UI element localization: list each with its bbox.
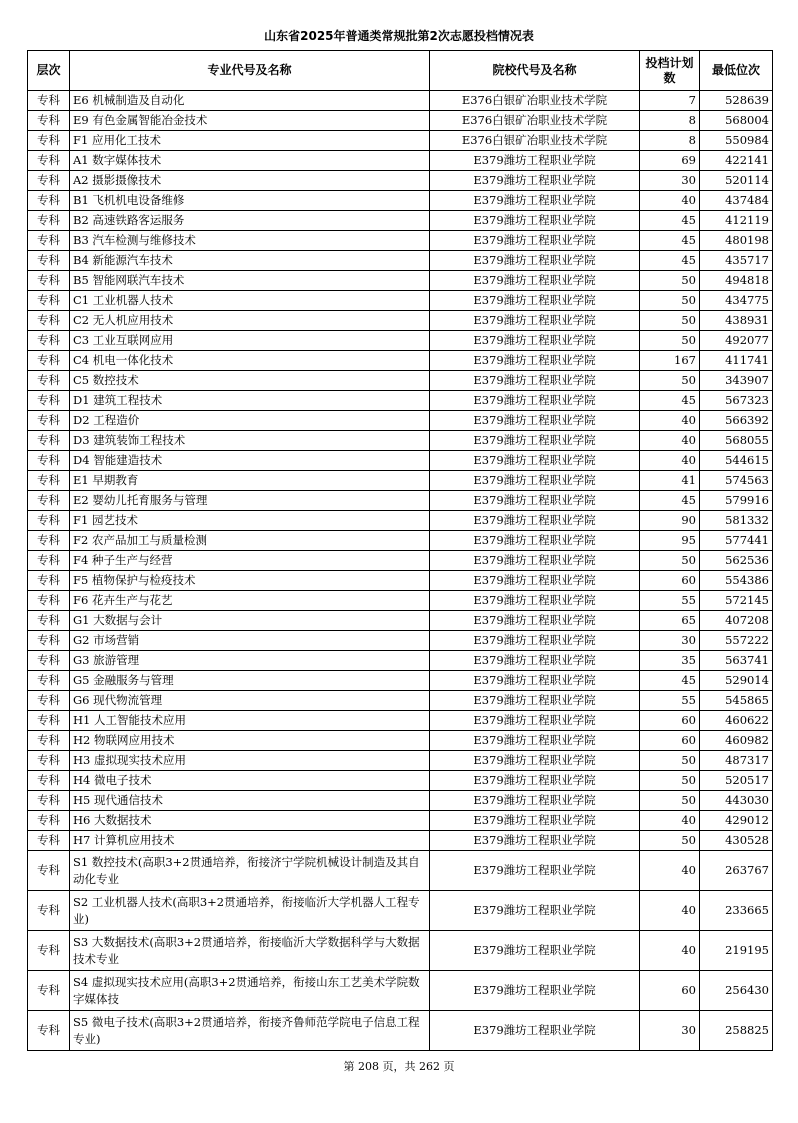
cell-level: 专科: [28, 751, 70, 771]
cell-min-rank: 545865: [700, 691, 773, 711]
cell-min-rank: 233665: [700, 891, 773, 931]
table-row: [28, 631, 773, 651]
cell-level: 专科: [28, 471, 70, 491]
cell-plan: 40: [640, 811, 700, 831]
cell-school: E379潍坊工程职业学院: [430, 851, 640, 891]
cell-plan: 30: [640, 171, 700, 191]
table-row: [28, 91, 773, 111]
cell-min-rank: 438931: [700, 311, 773, 331]
cell-plan: 65: [640, 611, 700, 631]
cell-plan: 35: [640, 651, 700, 671]
cell-school: E379潍坊工程职业学院: [430, 711, 640, 731]
cell-level: 专科: [28, 431, 70, 451]
cell-plan: 60: [640, 711, 700, 731]
cell-min-rank: 443030: [700, 791, 773, 811]
table-row: [28, 891, 773, 931]
table-header-row: [28, 51, 773, 91]
cell-major: H3 虚拟现实技术应用: [70, 751, 430, 771]
cell-level: 专科: [28, 851, 70, 891]
cell-plan: 40: [640, 191, 700, 211]
cell-school: E379潍坊工程职业学院: [430, 491, 640, 511]
table-row: [28, 531, 773, 551]
table-row: [28, 231, 773, 251]
table-row: [28, 811, 773, 831]
cell-plan: 167: [640, 351, 700, 371]
table-row: [28, 291, 773, 311]
cell-major: H5 现代通信技术: [70, 791, 430, 811]
cell-min-rank: 520114: [700, 171, 773, 191]
cell-level: 专科: [28, 231, 70, 251]
cell-school: E379潍坊工程职业学院: [430, 311, 640, 331]
cell-plan: 40: [640, 431, 700, 451]
cell-major: S5 微电子技术(高职3+2贯通培养，衔接齐鲁师范学院电子信息工程专业): [70, 1011, 430, 1051]
table-row: [28, 691, 773, 711]
cell-school: E376白银矿冶职业技术学院: [430, 131, 640, 151]
table-row: [28, 191, 773, 211]
cell-major: B5 智能网联汽车技术: [70, 271, 430, 291]
cell-min-rank: 343907: [700, 371, 773, 391]
table-row: [28, 711, 773, 731]
cell-major: F5 植物保护与检疫技术: [70, 571, 430, 591]
cell-major: D4 智能建造技术: [70, 451, 430, 471]
cell-min-rank: 528639: [700, 91, 773, 111]
cell-major: D3 建筑装饰工程技术: [70, 431, 430, 451]
cell-level: 专科: [28, 1011, 70, 1051]
cell-level: 专科: [28, 191, 70, 211]
cell-plan: 69: [640, 151, 700, 171]
cell-plan: 45: [640, 391, 700, 411]
table-row: [28, 551, 773, 571]
cell-min-rank: 407208: [700, 611, 773, 631]
table-body: [28, 91, 773, 1051]
cell-min-rank: 429012: [700, 811, 773, 831]
cell-school: E379潍坊工程职业学院: [430, 351, 640, 371]
cell-level: 专科: [28, 651, 70, 671]
cell-plan: 45: [640, 671, 700, 691]
cell-school: E379潍坊工程职业学院: [430, 211, 640, 231]
cell-min-rank: 411741: [700, 351, 773, 371]
cell-major: C3 工业互联网应用: [70, 331, 430, 351]
cell-school: E379潍坊工程职业学院: [430, 791, 640, 811]
cell-min-rank: 480198: [700, 231, 773, 251]
cell-min-rank: 579916: [700, 491, 773, 511]
header-min-rank: 最低位次: [700, 51, 773, 91]
cell-min-rank: 581332: [700, 511, 773, 531]
cell-level: 专科: [28, 831, 70, 851]
cell-major: C2 无人机应用技术: [70, 311, 430, 331]
table-row: [28, 271, 773, 291]
table-row: [28, 471, 773, 491]
cell-major: D1 建筑工程技术: [70, 391, 430, 411]
cell-min-rank: 460622: [700, 711, 773, 731]
cell-min-rank: 437484: [700, 191, 773, 211]
cell-level: 专科: [28, 131, 70, 151]
table-row: [28, 331, 773, 351]
cell-level: 专科: [28, 411, 70, 431]
cell-min-rank: 568055: [700, 431, 773, 451]
cell-min-rank: 219195: [700, 931, 773, 971]
cell-min-rank: 430528: [700, 831, 773, 851]
cell-major: E6 机械制造及自动化: [70, 91, 430, 111]
cell-level: 专科: [28, 891, 70, 931]
cell-school: E379潍坊工程职业学院: [430, 691, 640, 711]
cell-level: 专科: [28, 931, 70, 971]
cell-major: H1 人工智能技术应用: [70, 711, 430, 731]
cell-level: 专科: [28, 591, 70, 611]
cell-min-rank: 258825: [700, 1011, 773, 1051]
cell-min-rank: 422141: [700, 151, 773, 171]
cell-school: E376白银矿冶职业技术学院: [430, 111, 640, 131]
cell-major: D2 工程造价: [70, 411, 430, 431]
cell-level: 专科: [28, 711, 70, 731]
cell-min-rank: 263767: [700, 851, 773, 891]
cell-level: 专科: [28, 531, 70, 551]
cell-school: E379潍坊工程职业学院: [430, 731, 640, 751]
cell-major: C4 机电一体化技术: [70, 351, 430, 371]
cell-min-rank: 434775: [700, 291, 773, 311]
cell-school: E379潍坊工程职业学院: [430, 671, 640, 691]
cell-plan: 50: [640, 831, 700, 851]
cell-plan: 50: [640, 271, 700, 291]
cell-major: F1 园艺技术: [70, 511, 430, 531]
cell-school: E379潍坊工程职业学院: [430, 891, 640, 931]
cell-school: E379潍坊工程职业学院: [430, 251, 640, 271]
cell-level: 专科: [28, 271, 70, 291]
cell-plan: 40: [640, 451, 700, 471]
cell-major: S2 工业机器人技术(高职3+2贯通培养，衔接临沂大学机器人工程专业): [70, 891, 430, 931]
table-row: [28, 411, 773, 431]
cell-plan: 95: [640, 531, 700, 551]
cell-plan: 40: [640, 851, 700, 891]
cell-school: E379潍坊工程职业学院: [430, 771, 640, 791]
cell-plan: 50: [640, 751, 700, 771]
cell-min-rank: 494818: [700, 271, 773, 291]
cell-major: C5 数控技术: [70, 371, 430, 391]
cell-level: 专科: [28, 291, 70, 311]
cell-school: E379潍坊工程职业学院: [430, 391, 640, 411]
cell-major: A2 摄影摄像技术: [70, 171, 430, 191]
cell-plan: 60: [640, 971, 700, 1011]
cell-plan: 7: [640, 91, 700, 111]
cell-level: 专科: [28, 331, 70, 351]
cell-plan: 50: [640, 291, 700, 311]
cell-level: 专科: [28, 571, 70, 591]
cell-plan: 41: [640, 471, 700, 491]
cell-major: B4 新能源汽车技术: [70, 251, 430, 271]
table-row: [28, 671, 773, 691]
table-row: [28, 311, 773, 331]
cell-plan: 55: [640, 591, 700, 611]
cell-min-rank: 572145: [700, 591, 773, 611]
cell-school: E379潍坊工程职业学院: [430, 531, 640, 551]
table-row: [28, 451, 773, 471]
admission-table: [27, 50, 773, 1051]
table-row: [28, 971, 773, 1011]
cell-level: 专科: [28, 91, 70, 111]
cell-plan: 55: [640, 691, 700, 711]
cell-level: 专科: [28, 731, 70, 751]
cell-min-rank: 435717: [700, 251, 773, 271]
cell-plan: 45: [640, 211, 700, 231]
cell-major: F6 花卉生产与花艺: [70, 591, 430, 611]
cell-school: E379潍坊工程职业学院: [430, 191, 640, 211]
table-row: [28, 591, 773, 611]
cell-school: E379潍坊工程职业学院: [430, 631, 640, 651]
cell-level: 专科: [28, 771, 70, 791]
cell-major: E1 早期教育: [70, 471, 430, 491]
cell-school: E379潍坊工程职业学院: [430, 231, 640, 251]
cell-major: H6 大数据技术: [70, 811, 430, 831]
cell-school: E379潍坊工程职业学院: [430, 431, 640, 451]
table-row: [28, 651, 773, 671]
cell-min-rank: 460982: [700, 731, 773, 751]
cell-school: E379潍坊工程职业学院: [430, 831, 640, 851]
cell-school: E379潍坊工程职业学院: [430, 171, 640, 191]
cell-school: E376白银矿冶职业技术学院: [430, 91, 640, 111]
cell-level: 专科: [28, 671, 70, 691]
cell-min-rank: 529014: [700, 671, 773, 691]
cell-major: B1 飞机机电设备维修: [70, 191, 430, 211]
table-row: [28, 731, 773, 751]
cell-major: B3 汽车检测与维修技术: [70, 231, 430, 251]
cell-school: E379潍坊工程职业学院: [430, 651, 640, 671]
table-row: [28, 131, 773, 151]
table-row: [28, 851, 773, 891]
cell-plan: 40: [640, 891, 700, 931]
cell-major: C1 工业机器人技术: [70, 291, 430, 311]
table-row: [28, 931, 773, 971]
table-row: [28, 791, 773, 811]
cell-major: G1 大数据与会计: [70, 611, 430, 631]
cell-level: 专科: [28, 791, 70, 811]
cell-school: E379潍坊工程职业学院: [430, 451, 640, 471]
cell-major: A1 数字媒体技术: [70, 151, 430, 171]
cell-level: 专科: [28, 111, 70, 131]
cell-min-rank: 520517: [700, 771, 773, 791]
cell-min-rank: 568004: [700, 111, 773, 131]
cell-min-rank: 567323: [700, 391, 773, 411]
cell-plan: 50: [640, 551, 700, 571]
cell-plan: 90: [640, 511, 700, 531]
cell-level: 专科: [28, 451, 70, 471]
cell-major: G3 旅游管理: [70, 651, 430, 671]
table-row: [28, 571, 773, 591]
cell-level: 专科: [28, 691, 70, 711]
cell-school: E379潍坊工程职业学院: [430, 931, 640, 971]
cell-major: F2 农产品加工与质量检测: [70, 531, 430, 551]
cell-school: E379潍坊工程职业学院: [430, 571, 640, 591]
cell-plan: 60: [640, 571, 700, 591]
cell-major: E9 有色金属智能冶金技术: [70, 111, 430, 131]
table-row: [28, 491, 773, 511]
cell-plan: 50: [640, 311, 700, 331]
cell-plan: 8: [640, 111, 700, 131]
cell-level: 专科: [28, 371, 70, 391]
cell-level: 专科: [28, 971, 70, 1011]
table-row: [28, 391, 773, 411]
cell-plan: 50: [640, 771, 700, 791]
cell-min-rank: 563741: [700, 651, 773, 671]
cell-level: 专科: [28, 511, 70, 531]
cell-school: E379潍坊工程职业学院: [430, 471, 640, 491]
cell-school: E379潍坊工程职业学院: [430, 1011, 640, 1051]
cell-school: E379潍坊工程职业学院: [430, 371, 640, 391]
cell-min-rank: 256430: [700, 971, 773, 1011]
cell-major: G5 金融服务与管理: [70, 671, 430, 691]
cell-plan: 40: [640, 411, 700, 431]
cell-major: F1 应用化工技术: [70, 131, 430, 151]
cell-min-rank: 557222: [700, 631, 773, 651]
cell-school: E379潍坊工程职业学院: [430, 971, 640, 1011]
cell-level: 专科: [28, 551, 70, 571]
cell-level: 专科: [28, 251, 70, 271]
cell-major: S4 虚拟现实技术应用(高职3+2贯通培养，衔接山东工艺美术学院数字媒体技: [70, 971, 430, 1011]
cell-level: 专科: [28, 351, 70, 371]
table-row: [28, 751, 773, 771]
cell-school: E379潍坊工程职业学院: [430, 411, 640, 431]
cell-school: E379潍坊工程职业学院: [430, 591, 640, 611]
table-row: [28, 831, 773, 851]
cell-level: 专科: [28, 611, 70, 631]
table-row: [28, 111, 773, 131]
cell-level: 专科: [28, 171, 70, 191]
cell-min-rank: 487317: [700, 751, 773, 771]
cell-major: F4 种子生产与经营: [70, 551, 430, 571]
cell-plan: 8: [640, 131, 700, 151]
cell-major: G6 现代物流管理: [70, 691, 430, 711]
cell-plan: 45: [640, 491, 700, 511]
cell-plan: 50: [640, 371, 700, 391]
cell-school: E379潍坊工程职业学院: [430, 611, 640, 631]
cell-major: S3 大数据技术(高职3+2贯通培养，衔接临沂大学数据科学与大数据技术专业: [70, 931, 430, 971]
cell-level: 专科: [28, 311, 70, 331]
cell-major: S1 数控技术(高职3+2贯通培养，衔接济宁学院机械设计制造及其自动化专业: [70, 851, 430, 891]
cell-level: 专科: [28, 491, 70, 511]
cell-plan: 50: [640, 331, 700, 351]
cell-major: G2 市场营销: [70, 631, 430, 651]
cell-school: E379潍坊工程职业学院: [430, 551, 640, 571]
cell-min-rank: 574563: [700, 471, 773, 491]
cell-level: 专科: [28, 391, 70, 411]
cell-major: H7 计算机应用技术: [70, 831, 430, 851]
cell-min-rank: 566392: [700, 411, 773, 431]
cell-level: 专科: [28, 811, 70, 831]
table-row: [28, 611, 773, 631]
cell-level: 专科: [28, 151, 70, 171]
header-level: 层次: [28, 51, 70, 91]
table-row: [28, 431, 773, 451]
cell-min-rank: 412119: [700, 211, 773, 231]
cell-plan: 30: [640, 1011, 700, 1051]
page-title: 山东省2025年普通类常规批第2次志愿投档情况表: [264, 29, 534, 43]
table-row: [28, 151, 773, 171]
cell-major: H2 物联网应用技术: [70, 731, 430, 751]
table-row: [28, 511, 773, 531]
cell-plan: 60: [640, 731, 700, 751]
page-footer: 第 208 页，共 262 页: [343, 1060, 455, 1073]
table-row: [28, 211, 773, 231]
cell-min-rank: 577441: [700, 531, 773, 551]
cell-school: E379潍坊工程职业学院: [430, 151, 640, 171]
table-row: [28, 1011, 773, 1051]
cell-min-rank: 562536: [700, 551, 773, 571]
cell-min-rank: 492077: [700, 331, 773, 351]
cell-major: H4 微电子技术: [70, 771, 430, 791]
cell-level: 专科: [28, 211, 70, 231]
cell-school: E379潍坊工程职业学院: [430, 271, 640, 291]
cell-plan: 45: [640, 251, 700, 271]
cell-min-rank: 544615: [700, 451, 773, 471]
cell-school: E379潍坊工程职业学院: [430, 751, 640, 771]
header-plan: 投档计划数: [640, 51, 700, 91]
table-row: [28, 351, 773, 371]
table-row: [28, 771, 773, 791]
cell-plan: 45: [640, 231, 700, 251]
cell-min-rank: 554386: [700, 571, 773, 591]
cell-school: E379潍坊工程职业学院: [430, 331, 640, 351]
cell-major: E2 婴幼儿托育服务与管理: [70, 491, 430, 511]
table-row: [28, 251, 773, 271]
cell-plan: 40: [640, 931, 700, 971]
cell-min-rank: 550984: [700, 131, 773, 151]
table-row: [28, 171, 773, 191]
cell-school: E379潍坊工程职业学院: [430, 811, 640, 831]
table-row: [28, 371, 773, 391]
cell-major: B2 高速铁路客运服务: [70, 211, 430, 231]
header-school: 院校代号及名称: [430, 51, 640, 91]
cell-plan: 50: [640, 791, 700, 811]
cell-level: 专科: [28, 631, 70, 651]
header-major: 专业代号及名称: [70, 51, 430, 91]
cell-school: E379潍坊工程职业学院: [430, 511, 640, 531]
cell-school: E379潍坊工程职业学院: [430, 291, 640, 311]
cell-plan: 30: [640, 631, 700, 651]
